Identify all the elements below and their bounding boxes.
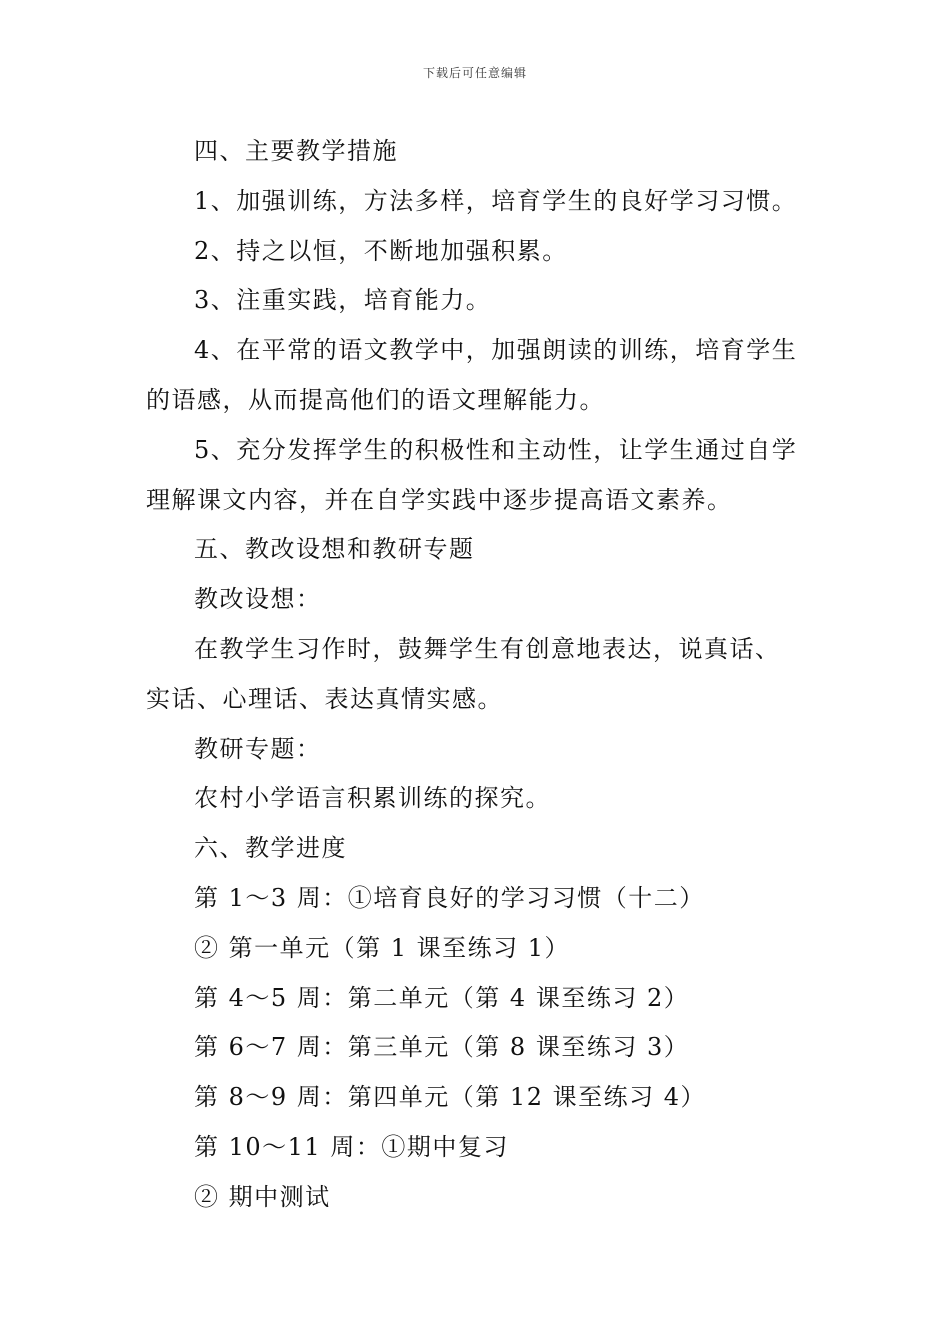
schedule-item-weeks-8-9: 第 8～9 周：第四单元（第 12 课至练习 4） — [194, 1083, 706, 1112]
section-heading-schedule: 六、教学进度 — [194, 834, 347, 863]
subheading-reform-idea: 教改设想： — [194, 585, 322, 614]
measure-item-1: 1、加强训练，方法多样，培育学生的良好学习习惯。 — [194, 186, 798, 215]
reform-idea-line-1: 在教学生习作时，鼓舞学生有创意地表达，说真话、 — [194, 634, 781, 663]
reform-idea-line-2: 实话、心理话、表达真情实感。 — [146, 684, 503, 713]
schedule-item-midterm-test: ② 期中测试 — [194, 1182, 331, 1211]
research-topic-text: 农村小学语言积累训练的探究。 — [194, 784, 551, 813]
schedule-item-weeks-6-7: 第 6～7 周：第三单元（第 8 课至练习 3） — [194, 1033, 690, 1062]
schedule-item-weeks-1-3: 第 1～3 周：①培育良好的学习习惯（十二） — [194, 883, 705, 912]
document-body — [146, 127, 814, 1223]
subheading-research-topic: 教研专题： — [194, 734, 322, 763]
section-heading-reform: 五、教改设想和教研专题 — [194, 535, 475, 564]
schedule-item-weeks-10-11: 第 10～11 周：①期中复习 — [194, 1132, 509, 1161]
schedule-item-weeks-4-5: 第 4～5 周：第二单元（第 4 课至练习 2） — [194, 983, 690, 1012]
measure-item-4-line-1: 4、在平常的语文教学中，加强朗读的训练，培育学生 — [194, 336, 798, 365]
schedule-item-unit-1: ② 第一单元（第 1 课至练习 1） — [194, 933, 571, 962]
section-heading-measures: 四、主要教学措施 — [194, 137, 398, 165]
measure-item-5-line-2: 理解课文内容，并在自学实践中逐步提高语文素养。 — [146, 485, 733, 514]
measure-item-3: 3、注重实践，培育能力。 — [194, 286, 492, 315]
measure-item-2: 2、持之以恒，不断地加强积累。 — [194, 236, 568, 265]
measure-item-5-line-1: 5、充分发挥学生的积极性和主动性，让学生通过自学 — [194, 435, 798, 464]
page-header: 下载后可任意编辑 — [422, 66, 527, 80]
measure-item-4-line-2: 的语感，从而提高他们的语文理解能力。 — [146, 385, 605, 414]
